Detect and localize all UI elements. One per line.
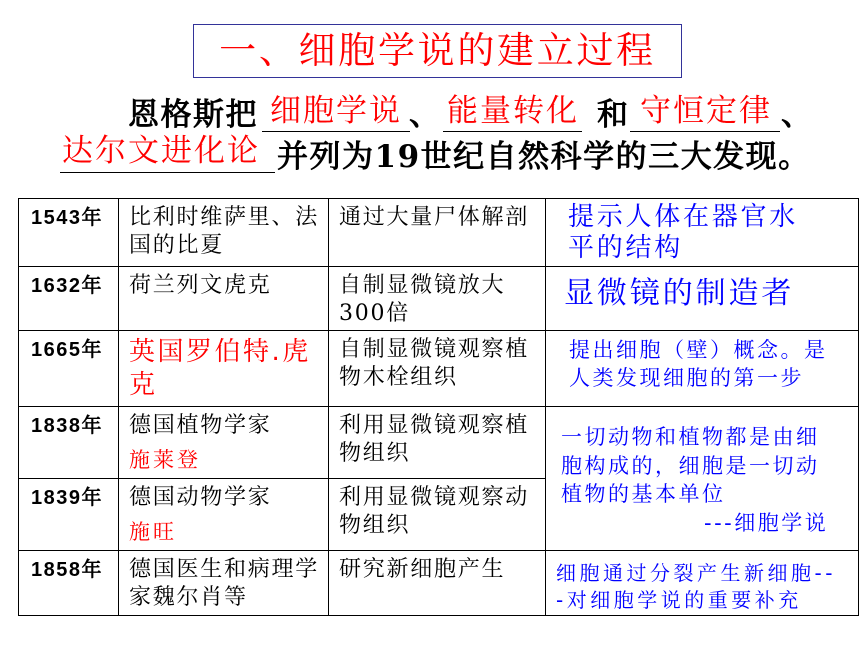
year-cell <box>19 551 119 616</box>
contribution-line: 细胞通过分裂产生新细胞-- <box>556 561 836 585</box>
statement-prefix: 恩格斯把 <box>128 97 258 133</box>
answer-text: 能量转化 <box>447 93 579 129</box>
scientist-line: 德国医生和病理学 <box>129 557 320 582</box>
answer-blank-1 <box>262 93 410 132</box>
conclusion-attribution: ---细胞学说 <box>704 510 829 535</box>
scientist-cell <box>119 479 329 551</box>
timeline-row <box>19 551 859 616</box>
timeline-row <box>19 267 859 331</box>
scientist-name-highlight: 施莱登 <box>129 448 201 472</box>
method-line: 利用显微镜观察动 <box>339 485 530 510</box>
scientist-name-highlight: 克 <box>129 370 158 400</box>
answer-blank-2 <box>443 93 582 132</box>
answer-text: 守恒定律 <box>640 93 772 129</box>
scientist-cell <box>119 551 329 616</box>
method-line: 物木栓组织 <box>339 365 458 390</box>
scientist-line: 荷兰列文虎克 <box>129 273 272 298</box>
scientist-line: 德国动物学家 <box>129 485 272 510</box>
answer-blank-3 <box>630 93 780 132</box>
scientist-name-highlight: 施旺 <box>129 520 177 544</box>
method-line: 物组织 <box>339 441 411 466</box>
method-line: 自制显微镜观察植 <box>339 337 530 362</box>
method-cell <box>329 267 546 331</box>
method-line: 物组织 <box>339 513 411 538</box>
year-label: 1543年 <box>31 207 103 229</box>
scientist-cell <box>119 331 329 407</box>
scientist-line: 国的比夏 <box>129 233 225 258</box>
contribution-line: 人类发现细胞的第一步 <box>569 366 804 390</box>
conclusion-line: 一切动物和植物都是由细 <box>561 425 820 449</box>
year-cell <box>19 199 119 267</box>
year-cell <box>19 331 119 407</box>
year-cell <box>19 267 119 331</box>
method-cell <box>329 199 546 267</box>
timeline-row <box>19 407 859 479</box>
contribution-line: 提出细胞（壁）概念。是 <box>569 338 828 362</box>
statement-conjunction: 和 <box>597 97 630 133</box>
method-line: 自制显微镜放大 <box>339 273 506 298</box>
contribution-cell <box>546 551 859 616</box>
scientist-line: 德国植物学家 <box>129 413 272 438</box>
method-cell <box>329 551 546 616</box>
year-label: 1858年 <box>31 559 103 581</box>
contribution-cell <box>546 267 859 331</box>
scientist-name-highlight: 英国罗伯特.虎 <box>129 337 311 367</box>
year-cell <box>19 479 119 551</box>
answer-blank-4 <box>60 133 275 173</box>
answer-text: 细胞学说 <box>270 93 402 129</box>
scientist-line: 家魏尔肖等 <box>129 585 248 610</box>
statement-suffix: 并列为19世纪自然科学的三大发现。 <box>277 139 811 175</box>
contribution-line: 显微镜的制造者 <box>564 276 795 311</box>
method-cell <box>329 331 546 407</box>
timeline-row <box>19 331 859 407</box>
contribution-cell <box>546 199 859 267</box>
slide-title-box <box>193 24 682 78</box>
cell-theory-timeline-table <box>18 198 859 616</box>
conclusion-line: 植物的基本单位 <box>561 482 726 506</box>
contribution-cell <box>546 331 859 407</box>
statement-separator: 、 <box>409 97 442 133</box>
year-label: 1839年 <box>31 487 103 509</box>
statement-separator: 、 <box>781 97 814 133</box>
method-line: 300倍 <box>339 301 410 326</box>
contribution-line: -对细胞学说的重要补充 <box>556 588 802 612</box>
year-label: 1838年 <box>31 415 103 437</box>
year-cell <box>19 407 119 479</box>
scientist-cell <box>119 267 329 331</box>
conclusion-line: 胞构成的，细胞是一切动 <box>561 453 820 478</box>
method-line: 研究新细胞产生 <box>339 557 506 582</box>
slide-title: 一、细胞学说的建立过程 <box>219 29 656 72</box>
method-line: 通过大量尸体解剖 <box>339 205 530 230</box>
scientist-cell <box>119 199 329 267</box>
year-label: 1632年 <box>31 275 103 297</box>
method-cell <box>329 407 546 479</box>
contribution-line: 提示人体在器官水 <box>568 202 799 232</box>
scientist-line: 比利时维萨里、法 <box>129 205 320 230</box>
method-cell <box>329 479 546 551</box>
method-line: 利用显微镜观察植 <box>339 413 530 438</box>
scientist-cell <box>119 407 329 479</box>
cell-theory-conclusion-cell <box>546 407 859 551</box>
answer-text: 达尔文进化论 <box>62 133 260 169</box>
contribution-line: 平的结构 <box>568 233 684 263</box>
timeline-row <box>19 199 859 267</box>
year-label: 1665年 <box>31 339 103 361</box>
